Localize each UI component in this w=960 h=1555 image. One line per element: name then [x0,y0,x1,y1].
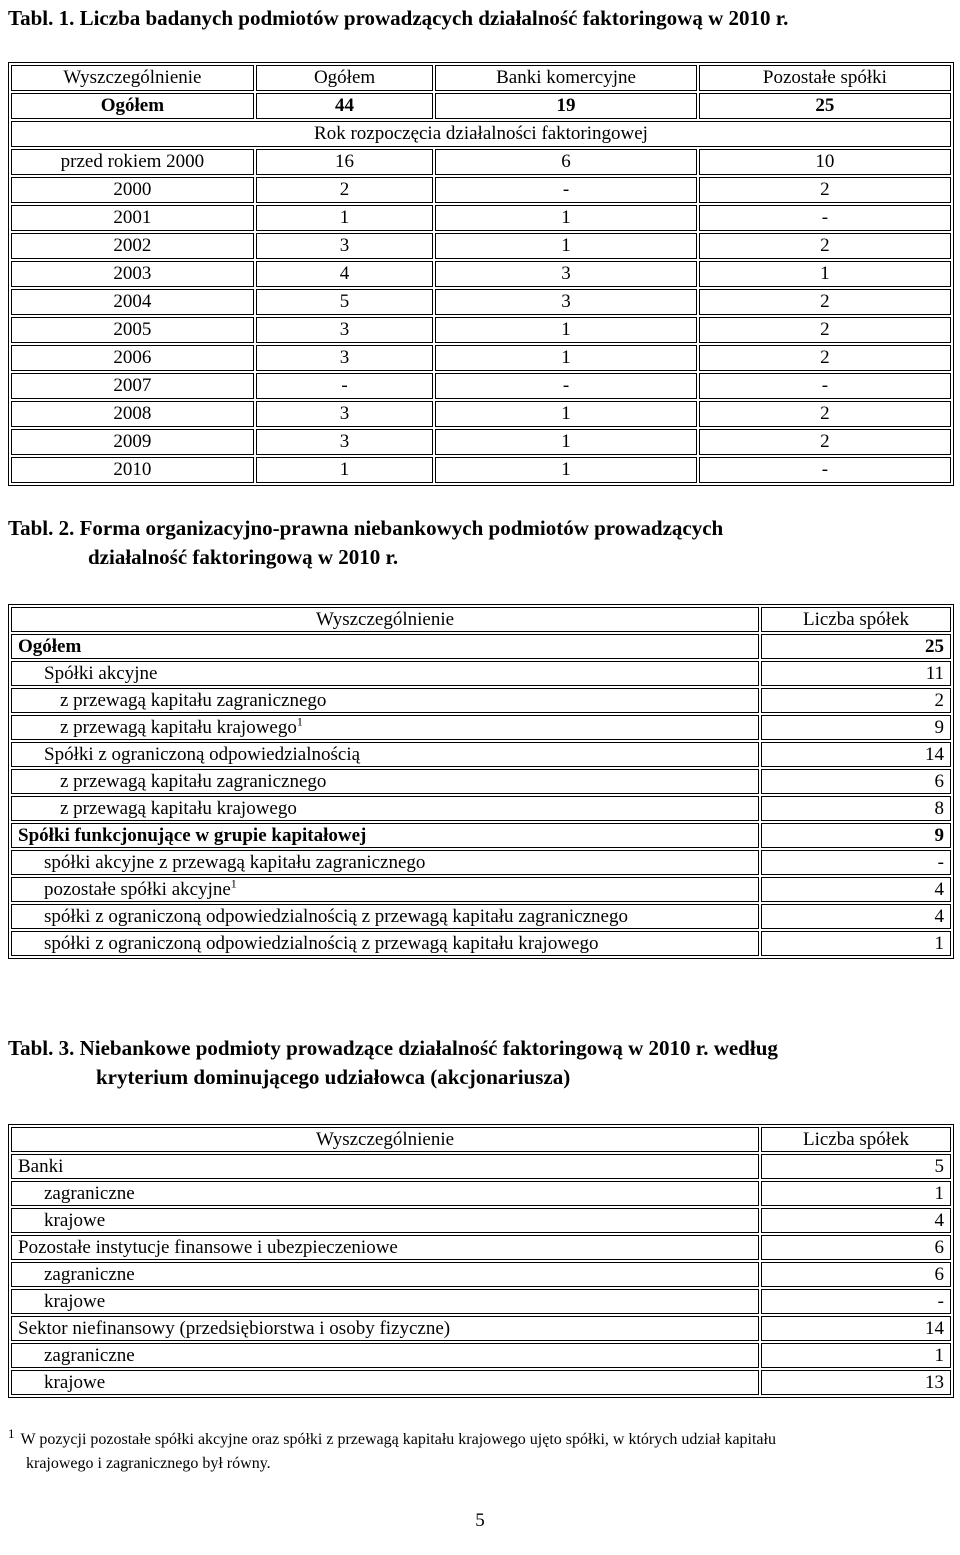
table1 [8,62,954,486]
table1-cell: 2009 [11,429,254,455]
table1-cell: 16 [256,149,433,175]
table-row [11,850,951,875]
table1-cell: 1 [435,345,697,371]
table2-header-row [11,607,951,632]
table1-total-cell: 25 [699,93,951,119]
table-row [11,1343,951,1368]
table2-row-label [11,769,759,794]
table-row [11,429,951,455]
table1-cell: 2004 [11,289,254,315]
table3-row-value: 6 [761,1262,951,1287]
table2-row-label [11,823,759,848]
table1-cell: 2002 [11,233,254,259]
table1-cell: 1 [435,317,697,343]
table2-row-label-text: spółki akcyjne z przewagą kapitału zagranicznego [44,852,426,873]
footnote [8,1425,954,1476]
table2-row-label-text: z przewagą kapitału zagranicznego [60,690,327,711]
table3-caption-number: Tabl. 3. [8,1036,75,1060]
table3-row-value: 1 [761,1343,951,1368]
table1-cell: 3 [435,289,697,315]
table-row [11,1262,951,1287]
table-row [11,1235,951,1260]
table1-cell: 1 [435,233,697,259]
table1-cell: 1 [256,457,433,483]
table3-caption-line1: Niebankowe podmioty prowadzące działalność faktoringową w 2010 r. według [79,1036,778,1060]
table2-row-label [11,742,759,767]
table1-total-row [11,93,951,119]
table2-row-value: 6 [761,769,951,794]
table2-row-value: 4 [761,904,951,929]
table3-row-value: 1 [761,1181,951,1206]
table-row [11,1154,951,1179]
table1-cell: 3 [256,401,433,427]
table1-cell: - [435,177,697,203]
table1-cell: 1 [435,429,697,455]
table1-cell: 1 [435,205,697,231]
table1-cell: 2006 [11,345,254,371]
table1-caption-number: Tabl. 1. [8,6,75,30]
table2-row-value: 14 [761,742,951,767]
table1-cell: - [699,373,951,399]
table3-row-label [11,1235,759,1260]
table1-cell: 2008 [11,401,254,427]
table2-row-value: 8 [761,796,951,821]
table2-row-label-text: Spółki funkcjonujące w grupie kapitałowej [18,825,367,846]
table1-cell: - [435,373,697,399]
table1-cell: 3 [256,429,433,455]
table3-header-value: Liczba spółek [761,1127,951,1152]
table1-subheader: Rok rozpoczęcia działalności faktoringowej [11,121,951,147]
table2-row-value: 2 [761,688,951,713]
table2-row-value: 9 [761,823,951,848]
footnote-reference: 1 [230,876,237,891]
table2 [8,604,954,959]
table1-cell: 2 [699,317,951,343]
table3-row-label-text: krajowe [44,1372,106,1393]
table1-cell: 2003 [11,261,254,287]
table-row [11,715,951,740]
table-row [11,373,951,399]
table-row [11,904,951,929]
table2-row-value: 25 [761,634,951,659]
table1-header-cell: Banki komercyjne [435,65,697,91]
table1-header-cell: Wyszczególnienie [11,65,254,91]
table-row [11,1316,951,1341]
table2-row-label [11,904,759,929]
table3-row-label-text: zagraniczne [44,1264,135,1285]
table3-caption-line2: kryterium dominującego udziałowca (akcjonariusza) [96,1065,571,1089]
table3-header-row [11,1127,951,1152]
table1-cell: 2 [699,177,951,203]
table2-row-value: 11 [761,661,951,686]
table3-row-label [11,1343,759,1368]
table2-row-label [11,877,759,902]
table2-row-label-text: z przewagą kapitału zagranicznego [60,771,327,792]
table-row [11,401,951,427]
table2-row-label [11,931,759,956]
table1-cell: 2010 [11,457,254,483]
table1-cell: 2 [699,289,951,315]
table2-row-label-text: spółki z ograniczoną odpowiedzialnością z przewagą kapitału zagranicznego [44,906,628,927]
footnote-reference: 1 [296,714,303,729]
table2-row-value: 1 [761,931,951,956]
table3-row-label-text: zagraniczne [44,1183,135,1204]
table-row [11,634,951,659]
table-row [11,823,951,848]
table-row [11,457,951,483]
table2-caption [8,514,948,572]
table-row [11,289,951,315]
table1-cell: 2001 [11,205,254,231]
table1-cell: 2005 [11,317,254,343]
table-row [11,769,951,794]
table2-caption-line1: Forma organizacyjno-prawna niebankowych podmiotów prowadzących [79,516,724,540]
table2-row-label [11,688,759,713]
footnote-mark: 1 [8,1425,15,1441]
table3-row-label-text: zagraniczne [44,1345,135,1366]
table1-cell: 4 [256,261,433,287]
table3-row-label [11,1316,759,1341]
table2-row-value: 4 [761,877,951,902]
table3-row-value: 13 [761,1370,951,1395]
table1-cell: - [699,457,951,483]
table1-header-cell: Pozostałe spółki [699,65,951,91]
table1-cell: 5 [256,289,433,315]
table2-row-label [11,661,759,686]
table1-cell: - [256,373,433,399]
table3-row-label [11,1181,759,1206]
table3-row-value: 5 [761,1154,951,1179]
table1-caption [8,4,788,33]
table2-header-label: Wyszczególnienie [11,607,759,632]
table-row [11,661,951,686]
table2-row-label-text: pozostałe spółki akcyjne [44,879,231,900]
table-row [11,742,951,767]
table2-row-value: 9 [761,715,951,740]
table2-row-label-text: Spółki akcyjne [44,663,158,684]
table1-cell: 2 [699,233,951,259]
table1-cell: 2000 [11,177,254,203]
table1-cell: 2 [256,177,433,203]
table1-subheader-row [11,121,951,147]
table2-row-label-text: z przewagą kapitału krajowego [60,798,297,819]
table3-row-label [11,1262,759,1287]
table1-cell: 2007 [11,373,254,399]
table-row [11,688,951,713]
table1-cell: przed rokiem 2000 [11,149,254,175]
table2-row-value: - [761,850,951,875]
table1-cell: 3 [256,345,433,371]
table1-cell: 2 [699,345,951,371]
table3-row-label [11,1370,759,1395]
table2-row-label [11,850,759,875]
table2-row-label-text: z przewagą kapitału krajowego [60,717,297,738]
table3-caption [8,1034,948,1092]
table3-row-label [11,1289,759,1314]
footnote-line1: W pozycji pozostałe spółki akcyjne oraz spółki z przewagą kapitału krajowego ujęto spółki, w których udział kapitału [20,1431,776,1448]
table1-header-cell: Ogółem [256,65,433,91]
table1-cell: 1 [699,261,951,287]
table3-row-label-text: krajowe [44,1210,106,1231]
page-number: 5 [475,1510,485,1531]
table1-cell: 10 [699,149,951,175]
table2-row-label [11,715,759,740]
table1-cell: 1 [256,205,433,231]
table-row [11,233,951,259]
table3-row-label-text: Pozostałe instytucje finansowe i ubezpieczeniowe [18,1237,398,1258]
table1-cell: 2 [699,429,951,455]
table-row [11,1370,951,1395]
table3-row-value: 14 [761,1316,951,1341]
table1-cell: 3 [435,261,697,287]
table-row [11,1289,951,1314]
table2-row-label-text: Spółki z ograniczoną odpowiedzialnością [44,744,361,765]
table3-row-label-text: krajowe [44,1291,106,1312]
table2-row-label-text: spółki z ograniczoną odpowiedzialnością z przewagą kapitału krajowego [44,933,599,954]
footnote-line2: krajowego i zagranicznego był równy. [26,1455,271,1472]
table1-total-cell: 19 [435,93,697,119]
table-row [11,1208,951,1233]
table-row [11,317,951,343]
table1-cell: - [699,205,951,231]
table1-header-row [11,65,951,91]
table-row [11,345,951,371]
table1-cell: 3 [256,317,433,343]
table2-row-label-text: Ogółem [18,636,82,657]
table1-cell: 2 [699,401,951,427]
table3-row-label [11,1208,759,1233]
table1-caption-text: Liczba badanych podmiotów prowadzących działalność faktoringową w 2010 r. [79,6,789,30]
table-row [11,177,951,203]
table3-header-label: Wyszczególnienie [11,1127,759,1152]
table1-total-cell: Ogółem [11,93,254,119]
table1-cell: 1 [435,457,697,483]
table2-caption-line2: działalność faktoringową w 2010 r. [88,545,399,569]
table3-row-label [11,1154,759,1179]
table3-row-value: 4 [761,1208,951,1233]
table-row [11,931,951,956]
table3 [8,1124,954,1398]
table-row [11,1181,951,1206]
table2-row-label [11,796,759,821]
table2-row-label [11,634,759,659]
table1-cell: 3 [256,233,433,259]
table-row [11,796,951,821]
table-row [11,261,951,287]
table2-caption-number: Tabl. 2. [8,516,75,540]
table1-cell: 6 [435,149,697,175]
table-row [11,877,951,902]
table3-row-label-text: Banki [18,1156,64,1177]
table1-cell: 1 [435,401,697,427]
table-row [11,205,951,231]
table3-row-value: - [761,1289,951,1314]
table3-row-value: 6 [761,1235,951,1260]
table2-header-value: Liczba spółek [761,607,951,632]
table3-row-label-text: Sektor niefinansowy (przedsiębiorstwa i osoby fizyczne) [18,1318,451,1339]
table-row [11,149,951,175]
table1-total-cell: 44 [256,93,433,119]
